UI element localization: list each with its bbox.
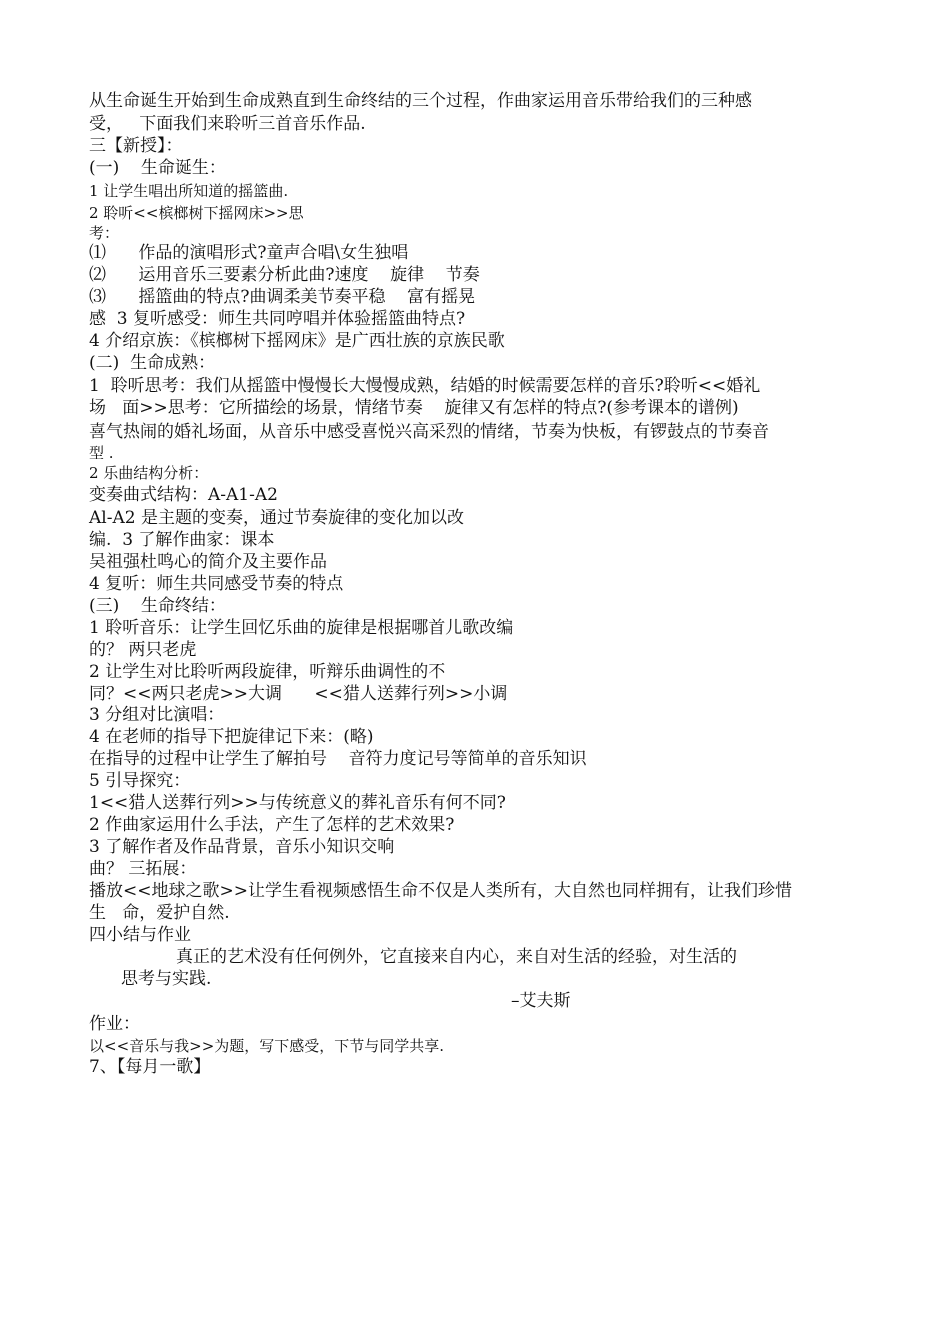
list-item: ⑵ 运用音乐三要素分析此曲?速度 旋律 节奏 [89,265,480,285]
quote-text: 思考与实践. [121,969,212,989]
text-line: 曲？ 三拓展： [89,859,197,879]
text-line: 4 在老师的指导下把旋律记下来：(略) [89,727,374,747]
text-line: 2 让学生对比聆听两段旋律，听辩乐曲调性的不 [89,662,446,682]
text-line: 感 3 复听感受：师生共同哼唱并体验摇篮曲特点? [89,309,466,329]
text-line: 从生命诞生开始到生命成熟直到生命终结的三个过程，作曲家运用音乐带给我们的三种感 [89,91,752,111]
text-line: 在指导的过程中让学生了解拍号 音符力度记号等简单的音乐知识 [89,749,587,769]
quote-text: 真正的艺术没有任何例外，它直接来自内心，来自对生活的经验，对生活的 [176,947,737,967]
text-line: 1 聆听音乐：让学生回忆乐曲的旋律是根据哪首儿歌改编 [89,618,514,638]
text-line: Al-A2 是主题的变奏，通过节奏旋律的变化加以改 [89,508,464,528]
text-line: 4 介绍京族：《槟榔树下摇网床》是广西壮族的京族民歌 [89,331,505,351]
text-line: 生 命，爱护自然. [89,903,230,923]
text-line: 型 . [89,444,114,462]
text-line: 1<<猎人送葬行列>>与传统意义的葬礼音乐有何不同? [89,793,506,813]
text-line: 受， 下面我们来聆听三首音乐作品. [89,114,366,134]
homework-heading: 作业： [89,1014,140,1034]
text-line: 2 作曲家运用什么手法，产生了怎样的艺术效果? [89,815,455,835]
text-line: 3 分组对比演唱： [89,705,225,725]
section-heading-monthly-song: 7、【每月一歌】 [89,1057,211,1077]
text-line: 场 面>>思考：它所描绘的场景，情绪节奏 旋律又有怎样的特点?(参考课本的谱例) [89,398,739,418]
subsection-heading-end: (三) 生命终结： [89,596,226,616]
text-line: 变奏曲式结构：A-A1-A2 [89,485,278,505]
text-line: 1 聆听思考：我们从摇篮中慢慢长大慢慢成熟，结婚的时候需要怎样的音乐?聆听<<婚礼 [89,376,761,396]
text-line: 的？ 两只老虎 [89,640,197,660]
text-line: 编. 3 了解作曲家：课本 [89,530,275,550]
text-line: 播放<<地球之歌>>让学生看视频感悟生命不仅是人类所有，大自然也同样拥有，让我们珍惜 [89,881,792,901]
text-line: 5 引导探究： [89,771,191,791]
text-line: 同？<<两只老虎>>大调 <<猎人送葬行列>>小调 [89,684,508,704]
subsection-heading-birth: (一) 生命诞生： [89,158,226,178]
text-line: 4 复听：师生共同感受节奏的特点 [89,574,344,594]
text-line: 2 聆听<<槟榔树下摇网床>>思 [89,204,304,222]
text-line: 1 让学生唱出所知道的摇篮曲. [89,182,289,200]
text-line: 2 乐曲结构分析： [89,464,209,482]
subsection-heading-maturity: (二) 生命成熟： [89,353,216,373]
quote-author: –艾夫斯 [511,991,571,1011]
list-item: ⑶ 摇篮曲的特点?曲调柔美节奏平稳 富有摇晃 [89,287,476,307]
section-heading-new-lesson: 三【新授】： [89,136,183,156]
text-line: 吴祖强杜鸣心的简介及主要作品 [89,552,327,572]
section-heading-summary: 四小结与作业 [89,925,191,945]
text-line: 喜气热闹的婚礼场面，从音乐中感受喜悦兴高采烈的情绪，节奏为快板，有锣鼓点的节奏音 [89,422,769,442]
text-line: 考： [89,224,120,242]
list-item: ⑴ 作品的演唱形式?童声合唱\女生独唱 [89,243,409,263]
text-line: 3 了解作者及作品背景，音乐小知识交响 [89,837,395,857]
homework-text: 以<<音乐与我>>为题，写下感受，下节与同学共享. [89,1037,445,1055]
